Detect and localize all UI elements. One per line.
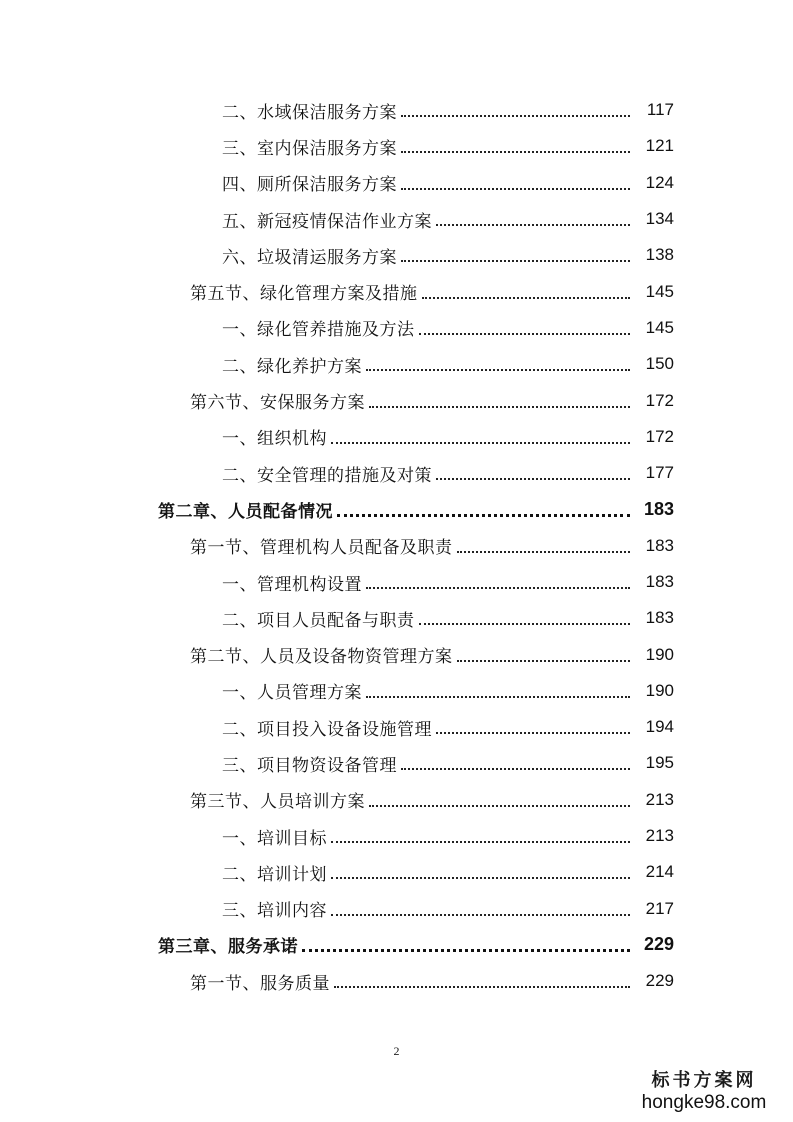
toc-dot-leader — [331, 442, 630, 444]
toc-dot-leader — [401, 188, 630, 190]
toc-entry[interactable] — [0, 92, 674, 128]
toc-entry-page: 121 — [645, 136, 674, 156]
toc-entry[interactable] — [0, 165, 674, 201]
toc-entry[interactable] — [0, 382, 674, 418]
toc-entry-title: 一、绿化管养措施及方法 — [222, 320, 415, 341]
toc-entry[interactable] — [0, 782, 674, 818]
page-number: 2 — [393, 1044, 400, 1058]
toc-entry[interactable] — [0, 455, 674, 491]
toc-entry-title: 第一节、管理机构人员配备及职责 — [190, 538, 453, 559]
toc-entry-page: 213 — [645, 826, 674, 846]
toc-entry-title: 一、培训目标 — [222, 828, 327, 849]
toc-entry-page: 150 — [645, 354, 674, 374]
toc-entry[interactable] — [0, 201, 674, 237]
toc-entry-page: 183 — [645, 572, 674, 591]
toc-entry[interactable] — [0, 745, 674, 781]
toc-entry-page: 213 — [645, 789, 674, 809]
toc-entry[interactable] — [0, 600, 674, 636]
toc-entry-page: 124 — [645, 172, 674, 192]
toc-dot-leader — [401, 115, 630, 117]
toc-entry-title: 二、培训计划 — [222, 864, 327, 885]
toc-dot-leader — [366, 696, 630, 698]
toc-list — [0, 92, 674, 999]
toc-entry-page: 177 — [645, 463, 674, 483]
toc-entry-title: 二、绿化养护方案 — [222, 356, 362, 377]
toc-dot-leader — [331, 877, 630, 879]
toc-dot-leader — [331, 914, 630, 916]
toc-entry[interactable] — [0, 237, 674, 273]
toc-entry-page: 138 — [645, 245, 674, 265]
toc-entry-page: 183 — [643, 498, 674, 519]
toc-entry-title: 第三节、人员培训方案 — [190, 792, 365, 813]
toc-entry-page: 195 — [645, 753, 674, 773]
toc-entry-title: 二、安全管理的措施及对策 — [222, 465, 432, 486]
toc-entry[interactable] — [0, 564, 674, 600]
toc-entry[interactable] — [0, 273, 674, 309]
toc-dot-leader — [436, 732, 630, 734]
toc-entry-title: 一、人员管理方案 — [222, 683, 362, 704]
toc-dot-leader — [369, 406, 630, 408]
toc-entry[interactable] — [0, 963, 674, 999]
toc-entry-title: 三、项目物资设备管理 — [222, 755, 397, 776]
toc-entry-page: 183 — [645, 535, 674, 555]
toc-entry-page: 214 — [645, 862, 674, 882]
toc-entry[interactable] — [0, 636, 674, 672]
toc-dot-leader — [457, 660, 631, 662]
toc-entry-page: 145 — [645, 317, 674, 337]
toc-dot-leader — [422, 297, 631, 299]
toc-entry-title: 第六节、安保服务方案 — [190, 393, 365, 414]
toc-dot-leader — [401, 151, 630, 153]
toc-entry-title: 第三章、服务承诺 — [158, 937, 298, 958]
toc-entry-title: 一、管理机构设置 — [222, 574, 362, 595]
toc-entry-title: 二、项目投入设备设施管理 — [222, 719, 432, 740]
toc-dot-leader — [331, 841, 630, 843]
toc-entry[interactable] — [0, 128, 674, 164]
toc-entry-title: 二、项目人员配备与职责 — [222, 610, 415, 631]
toc-entry-page: 145 — [645, 281, 674, 301]
watermark-logo — [629, 1070, 779, 1114]
toc-entry-title: 四、厕所保洁服务方案 — [222, 175, 397, 196]
toc-entry-title: 三、培训内容 — [222, 901, 327, 922]
toc-dot-leader — [366, 587, 630, 589]
toc-entry-title: 第五节、绿化管理方案及措施 — [190, 284, 418, 305]
toc-dot-leader — [366, 369, 630, 371]
toc-entry-title: 三、室内保洁服务方案 — [222, 138, 397, 159]
toc-entry-page: 217 — [645, 898, 674, 918]
toc-dot-leader — [436, 478, 630, 480]
toc-dot-leader — [401, 768, 630, 770]
toc-dot-leader — [419, 623, 631, 625]
toc-entry[interactable] — [0, 528, 674, 564]
toc-entry-title: 二、水域保洁服务方案 — [222, 102, 397, 123]
toc-entry-page: 229 — [643, 934, 674, 955]
watermark-url: hongke98.com — [641, 1092, 767, 1113]
toc-entry-page: 172 — [645, 390, 674, 410]
toc-dot-leader — [334, 986, 630, 988]
toc-entry[interactable] — [0, 673, 674, 709]
toc-entry-page: 190 — [645, 644, 674, 664]
toc-entry[interactable] — [0, 709, 674, 745]
watermark-title: 标书方案网 — [651, 1070, 757, 1091]
toc-entry-page: 134 — [645, 209, 674, 229]
toc-dot-leader — [401, 260, 630, 262]
toc-entry-page: 172 — [645, 426, 674, 446]
toc-entry-title: 第一节、服务质量 — [190, 973, 330, 994]
toc-entry[interactable] — [0, 818, 674, 854]
toc-dot-leader — [457, 551, 631, 553]
toc-chapter-entry[interactable] — [0, 491, 674, 527]
toc-dot-leader — [337, 514, 630, 517]
toc-entry-title: 五、新冠疫情保洁作业方案 — [222, 211, 432, 232]
toc-dot-leader — [436, 224, 630, 226]
toc-entry-title: 第二章、人员配备情况 — [158, 501, 333, 522]
toc-entry-title: 一、组织机构 — [222, 429, 327, 450]
toc-entry[interactable] — [0, 310, 674, 346]
toc-entry-page: 190 — [645, 680, 674, 700]
toc-entry-title: 第二节、人员及设备物资管理方案 — [190, 647, 453, 668]
toc-entry-title: 六、垃圾清运服务方案 — [222, 247, 397, 268]
toc-entry[interactable] — [0, 891, 674, 927]
toc-entry-page: 229 — [645, 971, 674, 991]
toc-entry-page: 117 — [646, 100, 674, 120]
toc-dot-leader — [419, 333, 631, 335]
toc-dot-leader — [369, 805, 630, 807]
toc-entry-page: 194 — [645, 717, 674, 737]
toc-entry-page: 183 — [645, 608, 674, 628]
toc-entry[interactable] — [0, 854, 674, 890]
toc-dot-leader — [302, 949, 630, 952]
table-of-contents — [0, 92, 793, 999]
toc-entry[interactable] — [0, 419, 674, 455]
toc-chapter-entry[interactable] — [0, 927, 674, 963]
toc-entry[interactable] — [0, 346, 674, 382]
